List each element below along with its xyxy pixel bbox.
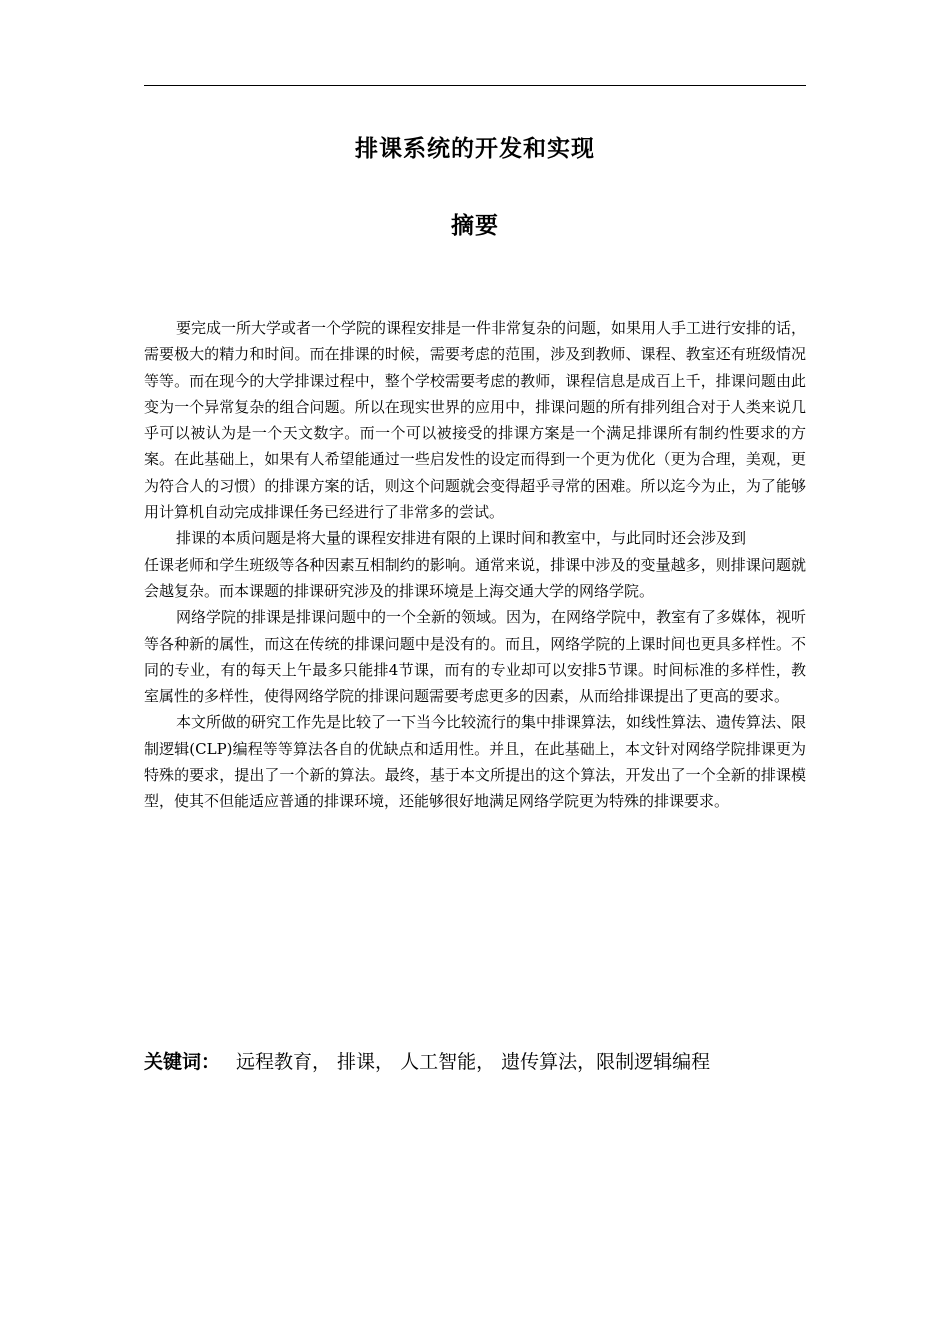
abstract-paragraph: 本文所做的研究工作先是比较了一下当今比较流行的集中排课算法，如线性算法、遗传算法、限制逻辑(CLP)编程等等算法各自的优缺点和适用性。并且，在此基础上，本文针对网络学院排课更为特殊的要求，提出了一个新的算法。最终，基于本文所提出的这个算法，开发出了一个全新的排课模型，使其不但能适应普通的排课环境，还能够很好地满足网络学院更为特殊的排课要求。: [144, 713, 807, 811]
header-rule: [144, 85, 806, 86]
abstract-body: [144, 315, 806, 815]
abstract-paragraph: 排课的本质问题是将大量的课程安排进有限的上课时间和教室中，与此同时还会涉及到: [176, 529, 747, 548]
keywords-line: [144, 1046, 814, 1078]
keywords-label: 关键词：: [144, 1051, 221, 1073]
abstract-paragraph: 网络学院的排课是排课问题中的一个全新的领域。因为，在网络学院中，教室有了多媒体，视听等各种新的属性，而这在传统的排课问题中是没有的。而且，网络学院的上课时间也更具多样性。不同的专业，有的每天上午最多只能排4节课，而有的专业却可以安排5节课。时间标准的多样性，教室属性的多样性，使得网络学院的排课问题需要考虑更多的因素，从而给排课提出了更高的要求。: [144, 608, 807, 706]
keywords-text: 远程教育， 排课， 人工智能， 遗传算法，限制逻辑编程: [236, 1051, 711, 1073]
document-title: 排课系统的开发和实现: [355, 136, 595, 162]
abstract-paragraph: 要完成一所大学或者一个学院的课程安排是一件非常复杂的问题，如果用人手工进行安排的话，需要极大的精力和时间。而在排课的时候，需要考虑的范围，涉及到教师、课程、教室还有班级情况等等。而在现今的大学排课过程中，整个学校需要考虑的教师，课程信息是成百上千，排课问题由此变为一个异常复杂的组合问题。所以在现实世界的应用中，排课问题的所有排列组合对于人类来说几乎可以被认为是一个天文数字。而一个可以被接受的排课方案是一个满足排课所有制约性要求的方案。在此基础上，如果有人希望能通过一些启发性的设定而得到一个更为优化（更为合理，美观，更为符合人的习惯）的排课方案的话，则这个问题就会变得超乎寻常的困难。所以迄今为止，为了能够用计算机自动完成排课任务已经进行了非常多的尝试。: [144, 319, 807, 522]
abstract-paragraph: 任课老师和学生班级等各种因素互相制约的影响。通常来说，排课中涉及的变量越多，则排课问题就会越复杂。而本课题的排课研究涉及的排课环境是上海交通大学的网络学院。: [144, 555, 806, 600]
abstract-heading: 摘要: [451, 213, 499, 239]
